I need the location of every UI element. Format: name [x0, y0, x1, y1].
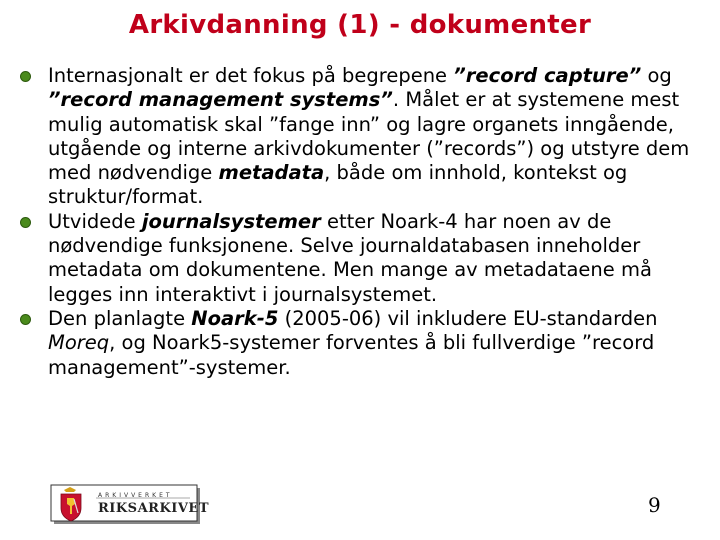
bullet-item: Den planlagte Noark-5 (2005-06) vil inkludere EU-standarden Moreq, og Noark5-systemer forventes å bli fullverdige ”record management”-systemer. — [18, 307, 708, 380]
riksarkivet-logo — [50, 484, 210, 526]
bullet-dot-icon — [20, 71, 31, 82]
bullet-dot-icon — [20, 217, 31, 228]
slide-title: Arkivdanning (1) - dokumenter — [128, 10, 592, 40]
logo-text-main: RIKSARKIVET — [98, 501, 210, 516]
bullet-dot-icon — [20, 314, 31, 325]
bullet-item: Internasjonalt er det fokus på begrepene ”record capture” og ”record management systems”. Målet er at systemene mest mulig automatisk skal ”fange inn” og lagre organets inngående, utgående og interne arkivdokumenter (”records”) og utstyre dem med nødvendige metadata, både om innhold, kontekst og struktur/format. — [18, 64, 708, 210]
bullet-item: Utvidede journalsystemer etter Noark-4 har noen av de nødvendige funksjonene. Selve journaldatabasen inneholder metadata om dokumentene. Men mange av metadataene må legges inn interaktivt i journalsystemet. — [18, 210, 708, 307]
logo-text-top: ARKIVVERKET — [98, 492, 173, 499]
bullet-list — [18, 64, 708, 380]
page-number: 9 — [648, 493, 661, 517]
